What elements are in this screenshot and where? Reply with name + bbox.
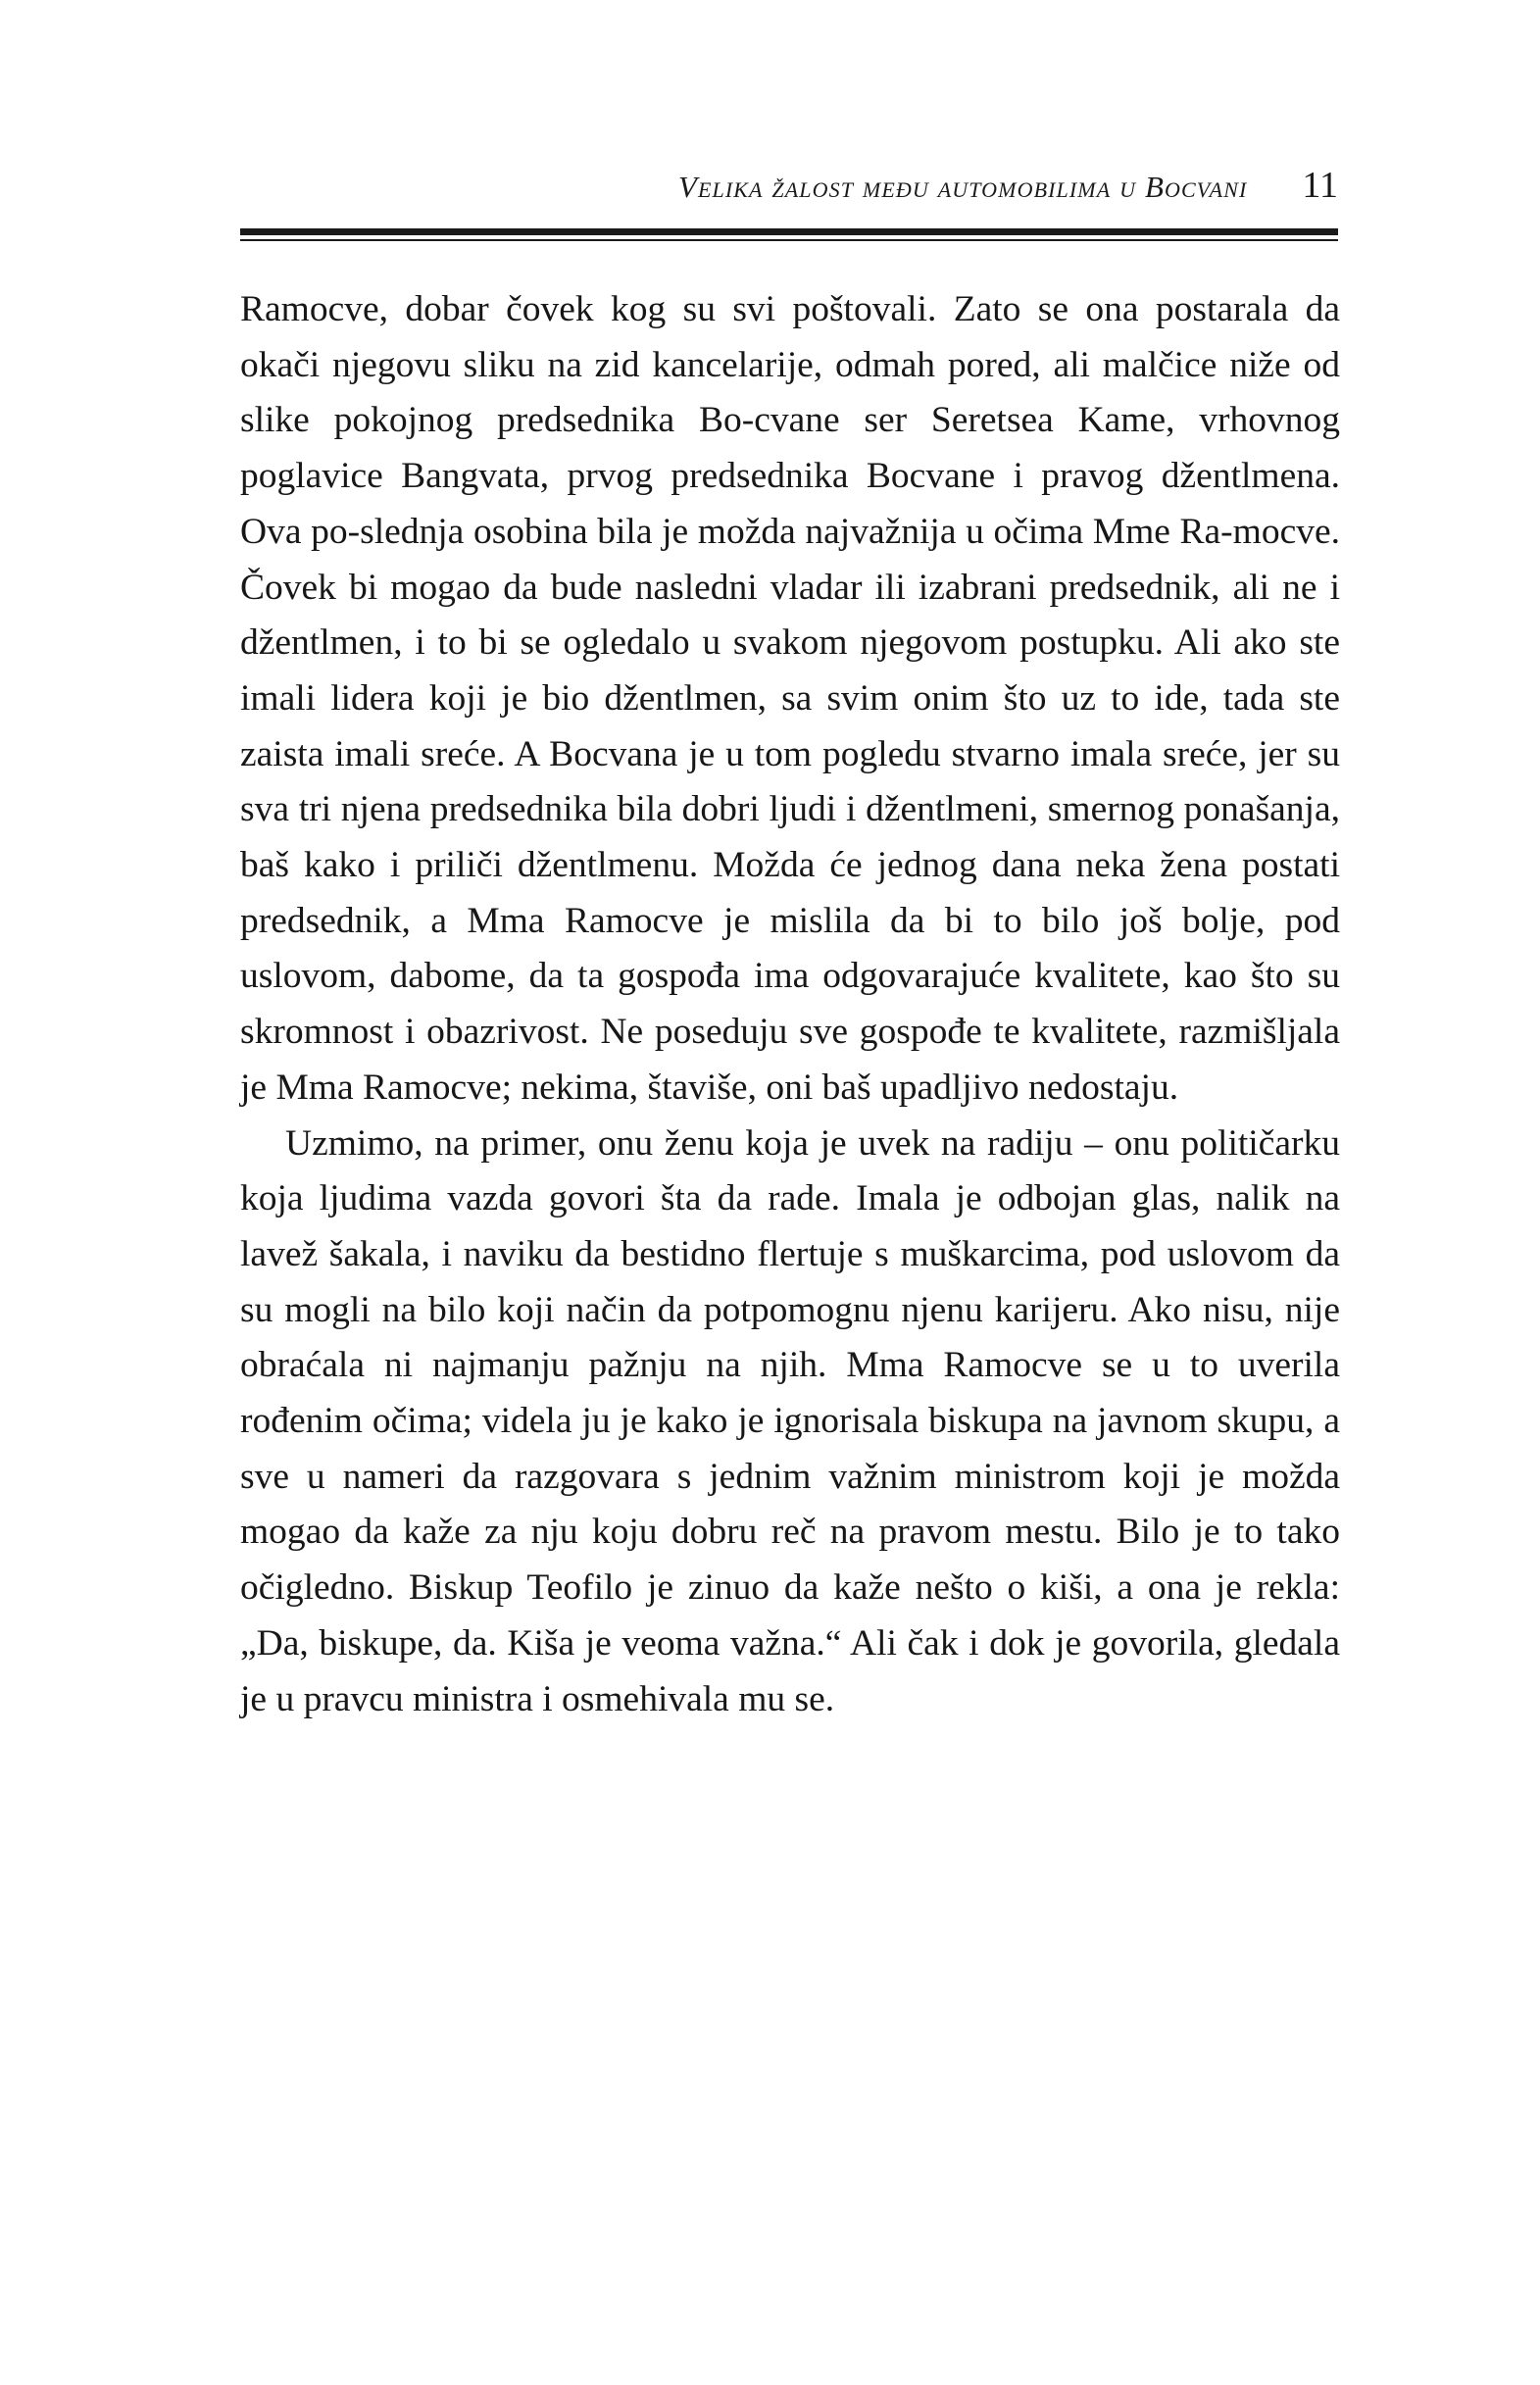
page-number: 11 xyxy=(1302,165,1338,206)
header-divider xyxy=(240,228,1338,241)
divider-thin-rule xyxy=(240,239,1338,241)
paragraph-2: Uzmimo, na primer, onu ženu koja je uvek na radiju – onu političarku koja ljudima vazda govori šta da rade. Imala je odbojan glas, nalik na lavež šakala, i naviku da bestidno flertuje s muškarcima, pod uslovom da su mogli na bilo koji način da potpomognu njenu karijeru. Ako nisu, nije obraćala ni najmanju pažnju na njih. Mma Ramocve se u to uverila rođenim očima; videla ju je kako je ignorisala biskupa na javnom skupu, a sve u nameri da razgovara s jednim važnim ministrom koji je možda mogao da kaže za nju koju dobru reč na pravom mestu. Bilo je to tako očigledno. Biskup Teofilo je zinuo da kaže nešto o kiši, a ona je rekla: „Da, biskupe, da. Kiša je veoma važna.“ Ali čak i dok je govorila, gledala je u pravcu ministra i osmehivala mu se. xyxy=(240,1122,1340,1719)
running-head-title: Velika žalost među automobilima u Bocvani xyxy=(677,170,1248,204)
page-header xyxy=(240,167,1338,205)
paragraph-1: Ramocve, dobar čovek kog su svi poštovali. Zato se ona postarala da okači njegovu sliku na zid kancelarije, odmah pored, ali malčice niže od slike pokojnog predsednika Bo-cvane ser Seretsea Kame, vrhovnog poglavice Bangvata, prvog predsednika Bocvane i pravog džentlmena. Ova po-slednja osobina bila je možda najvažnija u očima Mme Ra-mocve. Čovek bi mogao da bude nasledni vladar ili izabrani predsednik, ali ne i džentlmen, i to bi se ogledalo u svakom njegovom postupku. Ali ako ste imali lidera koji je bio džentlmen, sa svim onim što uz to ide, tada ste zaista imali sreće. A Bocvana je u tom pogledu stvarno imala sreće, jer su sva tri njena predsednika bila dobri ljudi i džentlmeni, smernog ponašanja, baš kako i priliči džentlmenu. Možda će jednog dana neka žena postati predsednik, a Mma Ramocve je mislila da bi to bilo još bolje, pod uslovom, dabome, da ta gospođa ima odgovarajuće kvalitete, kao što su skromnost i obazrivost. Ne poseduju sve gospođe te kvalitete, razmišljala je Mma Ramocve; nekima, štaviše, oni baš upadljivo nedostaju. xyxy=(240,289,1340,1108)
body-text-block xyxy=(240,282,1340,1727)
divider-thick-rule xyxy=(240,228,1338,235)
